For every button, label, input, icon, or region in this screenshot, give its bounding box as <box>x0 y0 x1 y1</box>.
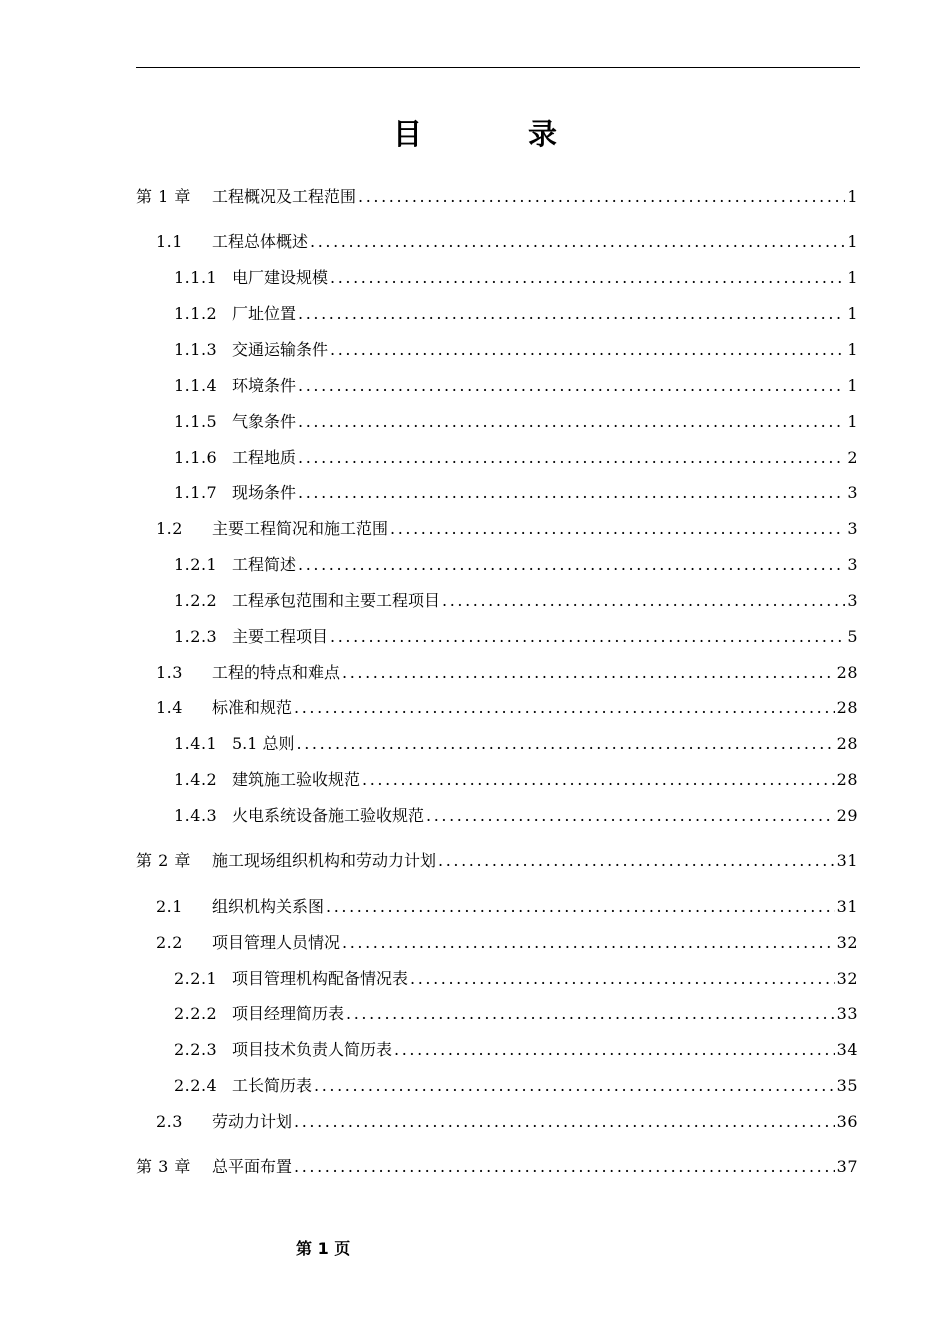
page-number-footer: 第 1 页 <box>296 1239 351 1258</box>
toc-entry-number: 1.3 <box>156 663 183 682</box>
toc-entry-page: 1 <box>847 187 858 206</box>
toc-entry-number: 2.2.1 <box>174 969 218 988</box>
toc-entry-number: 1.2.1 <box>174 555 218 574</box>
toc-entry-label: 气象条件 <box>232 412 297 431</box>
toc-entry-page: 1 <box>847 376 858 395</box>
toc-entry-number: 1.4 <box>156 698 183 717</box>
toc-title-char-1: 目 <box>392 117 422 151</box>
toc-entry-label: 组织机构关系图 <box>212 897 325 916</box>
toc-entry-label: 工程承包范围和主要工程项目 <box>232 591 441 610</box>
toc-leader <box>330 338 845 362</box>
toc-entry-number: 第 1 章 <box>136 187 191 206</box>
toc-entry-page: 33 <box>836 1004 858 1023</box>
toc-entry-page: 32 <box>836 969 858 988</box>
toc-entry-page: 3 <box>847 483 858 502</box>
toc-entry-label: 工程总体概述 <box>212 232 309 251</box>
toc-entry-1-3[interactable] <box>156 661 858 685</box>
toc-entry-label: 现场条件 <box>232 483 297 502</box>
toc-entry-label: 主要工程项目 <box>232 627 329 646</box>
toc-leader <box>342 931 835 955</box>
toc-entry-number: 1.1.7 <box>174 483 218 502</box>
toc-entry-label: 电厂建设规模 <box>232 268 329 287</box>
toc-leader <box>298 302 845 326</box>
toc-leader <box>298 410 845 434</box>
toc-entry-page: 34 <box>836 1040 858 1059</box>
toc-entry-page: 28 <box>836 663 858 682</box>
toc-entry-page: 28 <box>836 734 858 753</box>
toc-entry-page: 5 <box>847 627 858 646</box>
toc-entry-2-3[interactable] <box>156 1110 858 1134</box>
toc-entry-1-1-3[interactable] <box>174 338 858 362</box>
toc-entry-label: 项目经理简历表 <box>232 1004 345 1023</box>
toc-entry-number: 2.2 <box>156 933 183 952</box>
toc-entry-page: 36 <box>836 1112 858 1131</box>
toc-entry-1-4-1[interactable] <box>174 732 858 756</box>
toc-entry-page: 35 <box>836 1076 858 1095</box>
toc-entry-label: 施工现场组织机构和劳动力计划 <box>212 851 437 870</box>
toc-entry-1-2-1[interactable] <box>174 553 858 577</box>
toc-leader <box>330 625 845 649</box>
toc-entry-number: 1.1.5 <box>174 412 218 431</box>
toc-entry-number: 第 2 章 <box>136 851 191 870</box>
toc-entry-2-2-1[interactable] <box>174 967 858 991</box>
toc-entry-page: 1 <box>847 412 858 431</box>
toc-entry-number: 1.2.2 <box>174 591 218 610</box>
toc-leader <box>314 1074 835 1098</box>
toc-leader <box>294 696 835 720</box>
toc-entry-number: 2.2.2 <box>174 1004 218 1023</box>
toc-entry-1-1-4[interactable] <box>174 374 858 398</box>
toc-entry-label: 环境条件 <box>232 376 297 395</box>
toc-entry-label: 火电系统设备施工验收规范 <box>232 806 425 825</box>
toc-leader <box>298 481 845 505</box>
toc-entry-1-1-6[interactable] <box>174 446 858 470</box>
toc-leader <box>326 895 835 919</box>
toc-entry-page: 31 <box>836 851 858 870</box>
toc-entry-number: 1.4.2 <box>174 770 218 789</box>
toc-entry-label: 项目技术负责人简历表 <box>232 1040 393 1059</box>
toc-entry-page: 2 <box>847 448 858 467</box>
toc-entry-2-2[interactable] <box>156 931 858 955</box>
toc-leader <box>346 1002 835 1026</box>
toc-entry-number: 2.3 <box>156 1112 183 1131</box>
toc-entry-number: 1.2.3 <box>174 627 218 646</box>
toc-entry-number: 2.2.4 <box>174 1076 218 1095</box>
toc-entry-page: 37 <box>836 1157 858 1176</box>
toc-entry-chapter-3[interactable] <box>136 1155 858 1179</box>
toc-entry-1-1-1[interactable] <box>174 266 858 290</box>
toc-entry-page: 28 <box>836 698 858 717</box>
toc-entry-label: 建筑施工验收规范 <box>232 770 361 789</box>
toc-entry-2-2-4[interactable] <box>174 1074 858 1098</box>
toc-leader <box>294 1155 835 1179</box>
toc-entry-label: 项目管理人员情况 <box>212 933 341 952</box>
toc-entry-label: 劳动力计划 <box>212 1112 293 1131</box>
toc-entry-label: 工程简述 <box>232 555 297 574</box>
toc-entry-1-1-5[interactable] <box>174 410 858 434</box>
toc-leader <box>390 517 845 541</box>
toc-leader <box>442 589 845 613</box>
toc-entry-number: 1.1.4 <box>174 376 218 395</box>
toc-entry-page: 3 <box>847 555 858 574</box>
toc-leader <box>362 768 835 792</box>
toc-entry-number: 1.1.6 <box>174 448 218 467</box>
toc-entry-page: 1 <box>847 268 858 287</box>
toc-entry-number: 第 3 章 <box>136 1157 191 1176</box>
toc-entry-number: 1.4.3 <box>174 806 218 825</box>
toc-leader <box>298 446 845 470</box>
toc-entry-2-2-2[interactable] <box>174 1002 858 1026</box>
toc-entry-chapter-2[interactable] <box>136 849 858 873</box>
toc-entry-label: 工程的特点和难点 <box>212 663 341 682</box>
toc-entry-number: 1.1.3 <box>174 340 218 359</box>
toc-leader <box>294 1110 835 1134</box>
toc-entry-label: 工程地质 <box>232 448 297 467</box>
toc-entry-number: 1.1 <box>156 232 183 251</box>
toc-entry-1-1[interactable] <box>156 230 858 254</box>
toc-entry-2-2-3[interactable] <box>174 1038 858 1062</box>
toc-entry-page: 28 <box>836 770 858 789</box>
toc-entry-1-2-3[interactable] <box>174 625 858 649</box>
toc-entry-label: 厂址位置 <box>232 304 297 323</box>
toc-entry-page: 1 <box>847 304 858 323</box>
toc-entry-page: 1 <box>847 232 858 251</box>
toc-entry-label: 总平面布置 <box>212 1157 293 1176</box>
toc-leader <box>358 185 845 209</box>
toc-entry-page: 31 <box>836 897 858 916</box>
toc-entry-1-4[interactable] <box>156 696 858 720</box>
toc-entry-number: 2.1 <box>156 897 183 916</box>
toc-entry-1-1-7[interactable] <box>174 481 858 505</box>
toc-entry-page: 29 <box>836 806 858 825</box>
toc-entry-label: 工长简历表 <box>232 1076 313 1095</box>
toc-entry-number: 1.4.1 <box>174 734 218 753</box>
toc-entry-1-1-2[interactable] <box>174 302 858 326</box>
toc-leader <box>410 967 835 991</box>
toc-leader <box>297 732 835 756</box>
toc-entry-label: 主要工程简况和施工范围 <box>212 519 389 538</box>
toc-entry-1-4-3[interactable] <box>174 804 858 828</box>
toc-leader <box>330 266 845 290</box>
toc-entry-number: 1.2 <box>156 519 183 538</box>
toc-entry-number: 1.1.2 <box>174 304 218 323</box>
toc-entry-page: 3 <box>847 519 858 538</box>
toc-leader <box>394 1038 835 1062</box>
toc-entry-1-2-2[interactable] <box>174 589 858 613</box>
toc-title-char-2: 录 <box>528 117 558 151</box>
toc-leader <box>310 230 845 254</box>
toc-entry-number: 1.1.1 <box>174 268 218 287</box>
toc-leader <box>438 849 835 873</box>
toc-entry-label: 项目管理机构配备情况表 <box>232 969 409 988</box>
toc-entry-page: 3 <box>847 591 858 610</box>
toc-entry-label: 工程概况及工程范围 <box>212 187 357 206</box>
toc-leader <box>342 661 835 685</box>
toc-leader <box>298 374 845 398</box>
toc-entry-2-1[interactable] <box>156 895 858 919</box>
toc-entry-1-2[interactable] <box>156 517 858 541</box>
toc-entry-page: 1 <box>847 340 858 359</box>
toc-leader <box>426 804 835 828</box>
toc-entry-label: 交通运输条件 <box>232 340 329 359</box>
toc-entry-chapter-1[interactable] <box>136 185 858 209</box>
toc-leader <box>298 553 845 577</box>
toc-entry-number: 2.2.3 <box>174 1040 218 1059</box>
toc-entry-page: 32 <box>836 933 858 952</box>
toc-entry-label: 标准和规范 <box>212 698 293 717</box>
toc-entry-label: 5.1 总则 <box>232 734 295 753</box>
toc-entry-1-4-2[interactable] <box>174 768 858 792</box>
